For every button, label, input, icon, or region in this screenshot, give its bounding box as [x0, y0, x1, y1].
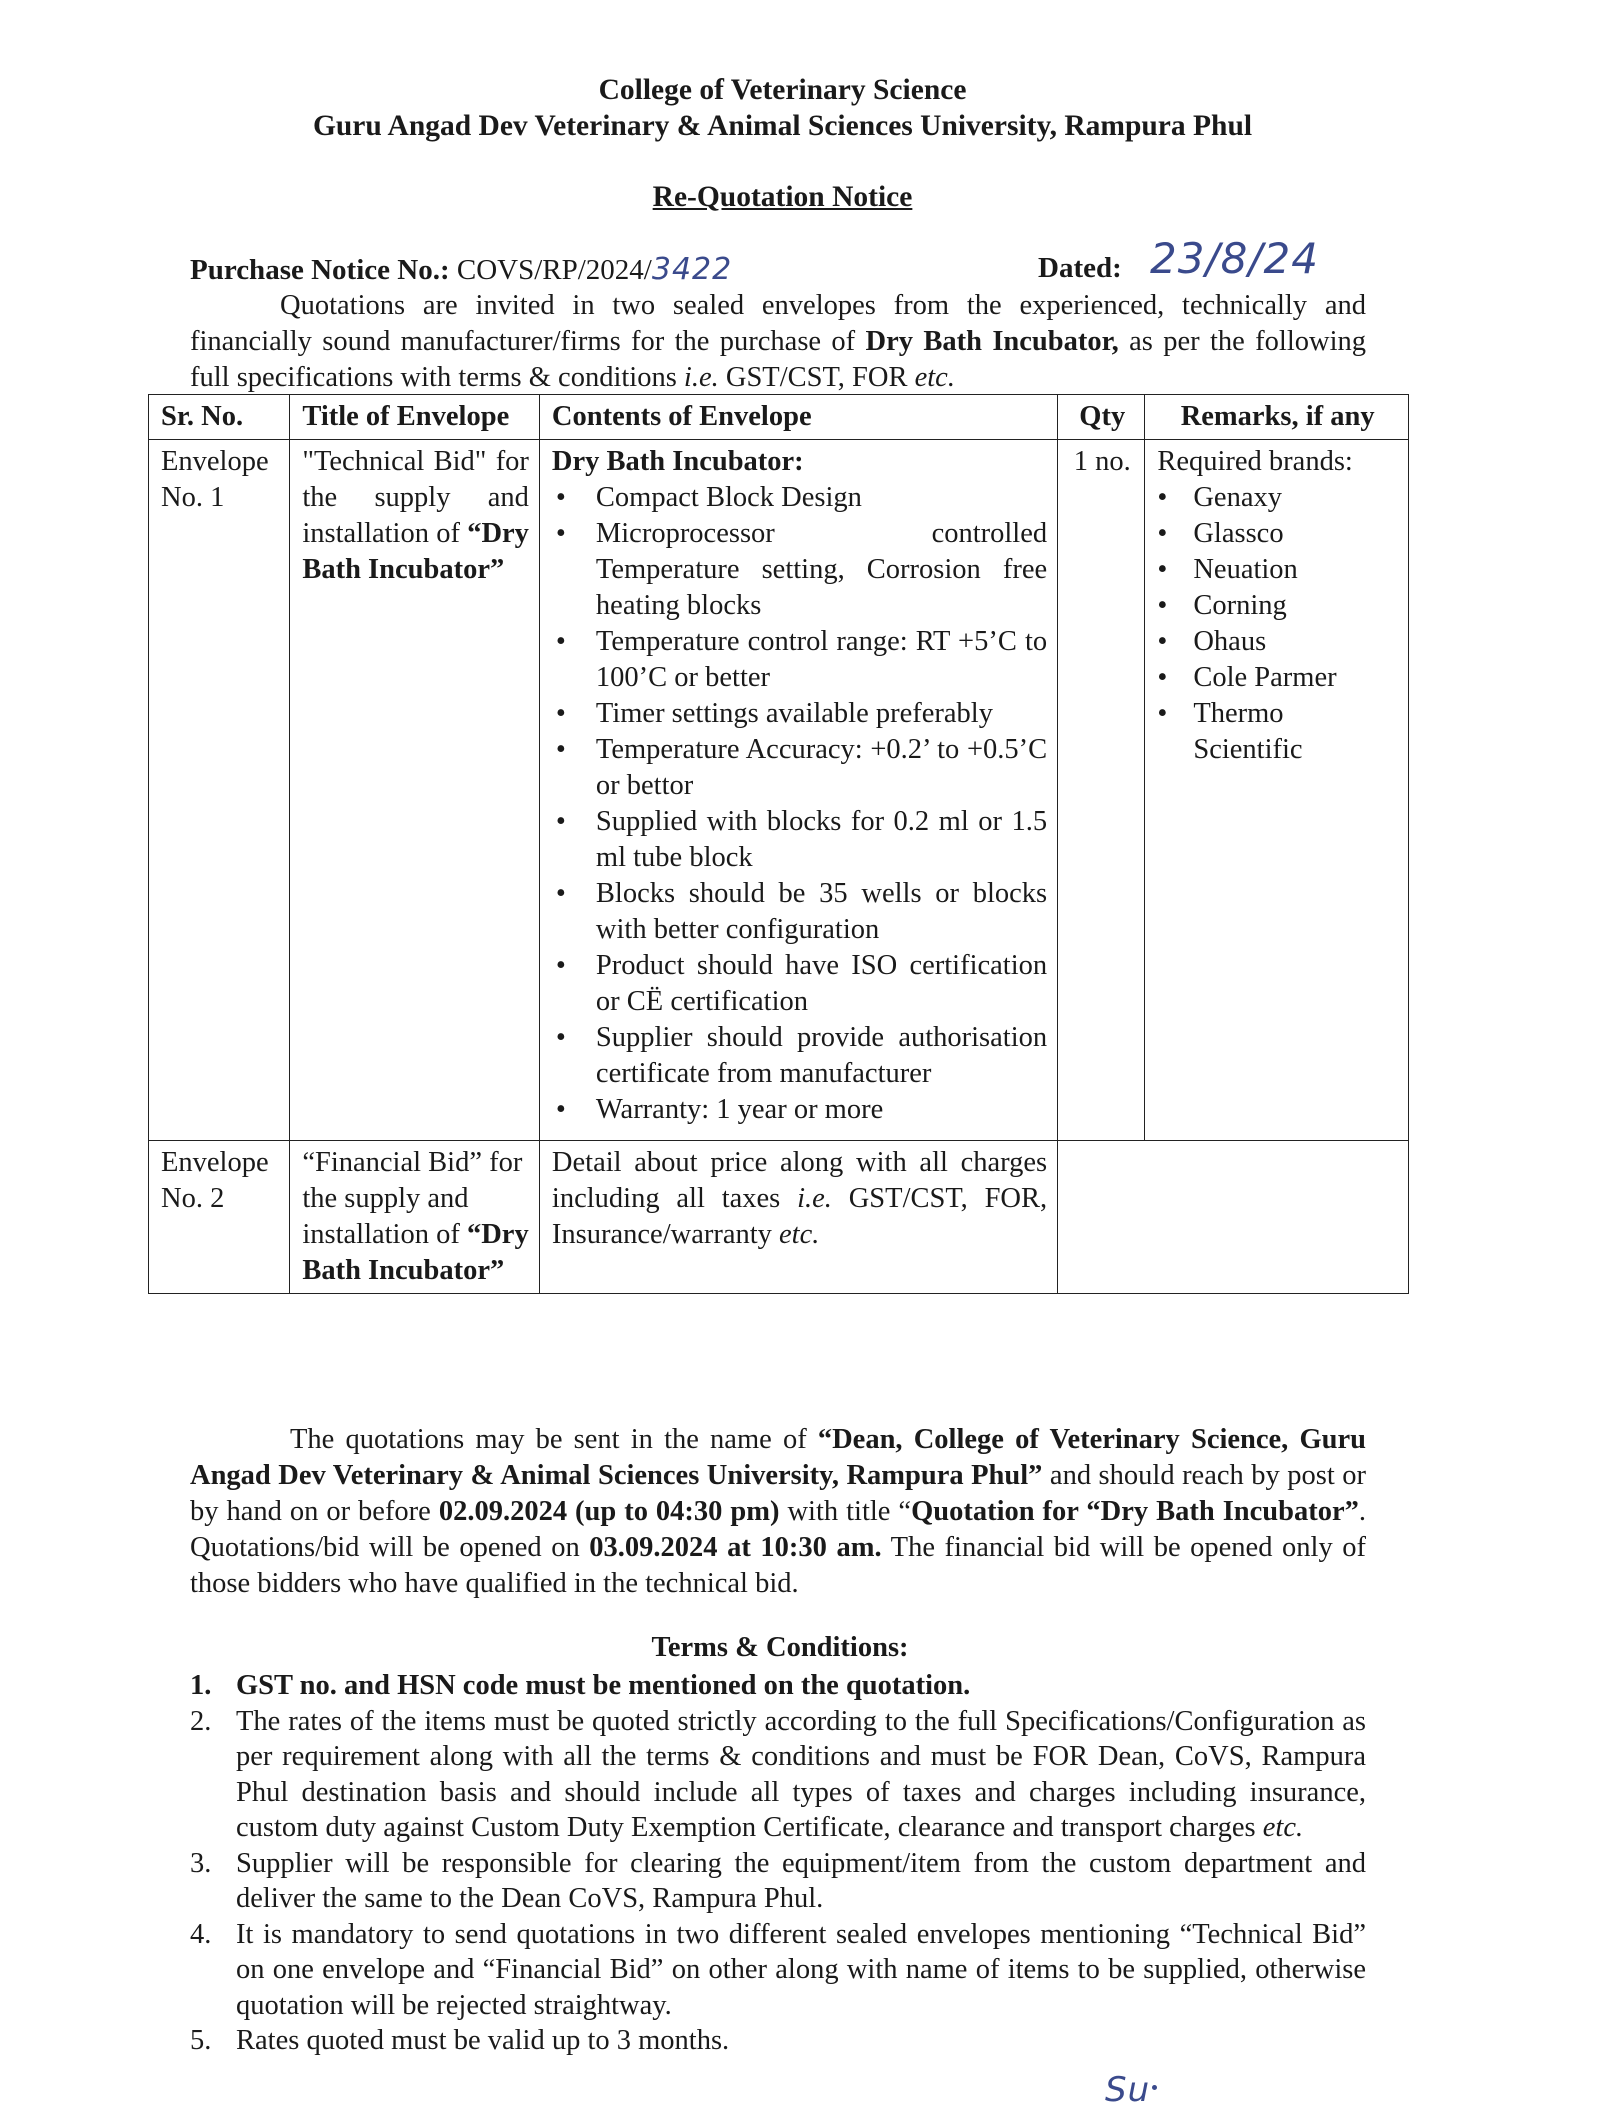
table-header-row [149, 395, 1409, 440]
list-item: • Thermo Scientific [1193, 696, 1398, 768]
remarks-heading: Required brands: [1157, 446, 1353, 477]
list-item: • Blocks should be 35 wells or blocks with better configuration [596, 876, 1047, 948]
spec-list [552, 480, 1047, 1128]
term-text: It is mandatory to send quotations in two different sealed envelopes mentioning “Technical Bid” on one envelope and “Financial Bid” on other along with name of items to be supplied, otherwise quotation will be rejected straightway. [236, 1918, 1366, 2021]
envelope-2-title [290, 1141, 540, 1294]
list-item: • Glassco [1193, 516, 1398, 552]
notice-title: Re-Quotation Notice [652, 181, 913, 213]
list-item: • Cole Parmer [1193, 660, 1398, 696]
envelope-2-content-text-2: GST/CST, FOR, Insurance/warranty [551, 1183, 1048, 1250]
header-title-of-envelope: Title of Envelope [290, 395, 540, 440]
dated-label: Dated: [1038, 252, 1122, 284]
intro-text-2: as per the following full specifications with terms & conditions [190, 326, 1366, 393]
envelope-2-content-ie: i.e. [797, 1183, 832, 1214]
specification-table [148, 394, 1409, 1294]
list-item: • Timer settings available preferably [596, 696, 1047, 732]
submission-text-5: The financial bid will be opened only of those bidders who have qualified in the technical bid. [190, 1532, 1366, 1599]
list-item: • Corning [1193, 588, 1398, 624]
submission-paragraph [190, 1422, 1366, 1602]
list-item: • Genaxy [1193, 480, 1398, 516]
list-item: • Supplied with blocks for 0.2 ml or 1.5 ml tube block [596, 804, 1047, 876]
term-number: 5. [190, 2025, 212, 2056]
handwritten-date: 23/8/24 [1150, 234, 1319, 283]
list-item [190, 1668, 1366, 1704]
header-remarks: Remarks, if any [1145, 395, 1409, 440]
notice-number-line [190, 234, 1370, 287]
term-text: Rates quoted must be valid up to 3 months. [236, 2025, 730, 2056]
submission-title: Quotation for “Dry Bath Incubator” [911, 1496, 1359, 1527]
list-item: • Compact Block Design [596, 480, 1047, 516]
opening-datetime: 03.09.2024 at 10:30 am. [589, 1532, 882, 1563]
envelope-2-contents [539, 1141, 1057, 1294]
term-etc: etc. [1262, 1812, 1304, 1843]
envelope-2-content-text-1: Detail about price along with all charges including all taxes [551, 1147, 1048, 1214]
submission-text-3: with title “ [779, 1496, 912, 1527]
brand-list [1157, 480, 1398, 768]
submission-text-1: The quotations may be sent in the name of [290, 1424, 818, 1455]
list-item: • Warranty: 1 year or more [596, 1092, 1047, 1128]
terms-list [190, 1668, 1366, 2059]
notice-number-label: Purchase Notice No.: [190, 254, 450, 286]
envelope-1-sr: Envelope No. 1 [149, 440, 290, 1141]
intro-item: Dry Bath Incubator, [865, 326, 1119, 357]
envelope-1-qty: 1 no. [1058, 440, 1145, 1141]
envelope-2-empty-cell [1058, 1141, 1409, 1294]
header-qty: Qty [1058, 395, 1145, 440]
table-row [149, 1141, 1409, 1294]
list-item [190, 1917, 1366, 2024]
envelope-2-title-item: “Dry Bath Incubator” [302, 1219, 529, 1286]
header-sr-no: Sr. No. [149, 395, 290, 440]
envelope-2-title-text: “Financial Bid” for the supply and installation of [302, 1147, 523, 1250]
envelope-1-title-text: "Technical Bid" for the supply and installation of [302, 446, 529, 549]
list-item [190, 1704, 1366, 1846]
list-item: • Temperature control range: RT +5’C to 100’C or better [596, 624, 1047, 696]
signature-dot [1152, 2085, 1157, 2090]
university-name: Guru Angad Dev Veterinary & Animal Sciences University, Rampura Phul [312, 110, 1253, 142]
envelope-2-content-etc: etc. [779, 1219, 820, 1250]
envelope-1-title [290, 440, 540, 1141]
intro-paragraph [190, 288, 1366, 396]
envelope-1-contents [539, 440, 1057, 1141]
list-item: • Product should have ISO certification or CË certification [596, 948, 1047, 1020]
contents-heading: Dry Bath Incubator: [551, 446, 804, 477]
intro-etc: etc. [914, 362, 955, 393]
term-text: GST no. and HSN code must be mentioned on the quotation. [236, 1670, 971, 1701]
notice-number-value: COVS/RP/2024/ [456, 254, 652, 286]
term-number: 1. [190, 1670, 212, 1701]
intro-ie: i.e. [683, 362, 719, 393]
envelope-1-remarks [1145, 440, 1409, 1141]
list-item: • Supplier should provide authorisation certificate from manufacturer [596, 1020, 1047, 1092]
term-number: 3. [190, 1847, 212, 1879]
term-number: 2. [190, 1705, 212, 1737]
header-contents: Contents of Envelope [539, 395, 1057, 440]
list-item: • Temperature Accuracy: +0.2’ to +0.5’C or bettor [596, 732, 1047, 804]
submission-deadline: 02.09.2024 (up to 04:30 pm) [438, 1496, 780, 1527]
submission-text-4: . Quotations/bid will be opened on [190, 1496, 1367, 1563]
table-row [149, 440, 1409, 1141]
submission-text-2: and should reach by post or by hand on or before [190, 1460, 1366, 1527]
list-item: • Microprocessor controlled Temperature setting, Corrosion free heating blocks [596, 516, 1047, 624]
college-name: College of Veterinary Science [598, 74, 967, 106]
terms-title: Terms & Conditions: [651, 1632, 909, 1663]
intro-text-1: Quotations are invited in two sealed envelopes from the experienced, technically and financially sound manufacturer/firms for the purchase of [190, 290, 1366, 357]
term-text: The rates of the items must be quoted strictly according to the full Specifications/Configuration as per requirement along with all the terms & conditions and must be FOR Dean, CoVS, Rampura Phul destination basis and should include all types of taxes and charges including insurance, custom duty against Custom Duty Exemption Certificate, clearance and transport charges [236, 1705, 1366, 1843]
handwritten-notice-number: 3422 [651, 252, 733, 287]
term-text: Supplier will be responsible for clearing the equipment/item from the custom department and deliver the same to the Dean CoVS, Rampura Phul. [236, 1847, 1366, 1914]
envelope-2-sr: Envelope No. 2 [149, 1141, 290, 1294]
intro-text-3: GST/CST, FOR [718, 362, 915, 393]
envelope-1-title-item: “Dry Bath Incubator” [302, 518, 529, 585]
list-item: • Ohaus [1193, 624, 1398, 660]
list-item [190, 1846, 1366, 1917]
list-item: • Neuation [1193, 552, 1398, 588]
handwritten-signature: Su [1105, 2070, 1151, 2110]
submission-addressee: “Dean, College of Veterinary Science, Guru Angad Dev Veterinary & Animal Sciences University, Rampura Phul” [190, 1424, 1366, 1491]
term-number: 4. [190, 1918, 212, 1950]
list-item [190, 2023, 1366, 2059]
